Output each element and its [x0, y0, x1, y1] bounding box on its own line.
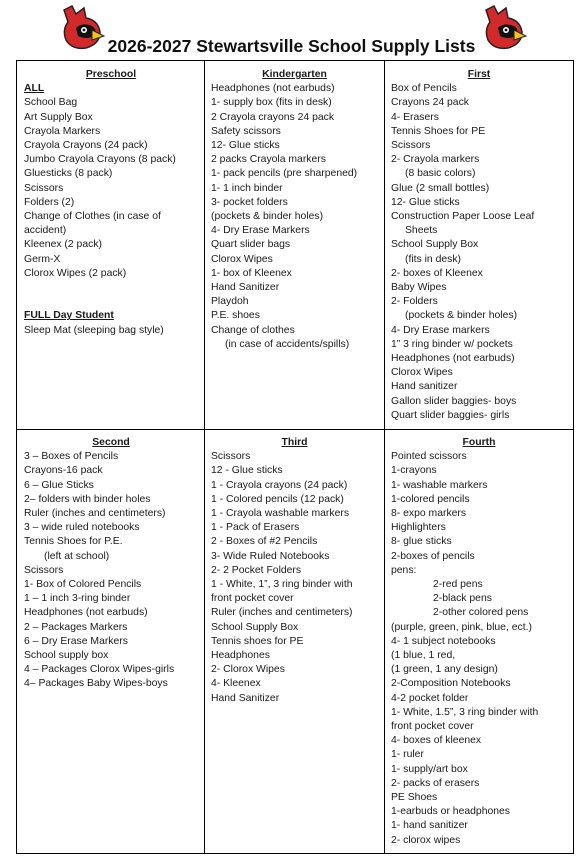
list-item: 3- pocket folders	[211, 196, 288, 208]
list-item: Hand Sanitizer	[211, 692, 280, 704]
list-item: Gluesticks (8 pack)	[24, 168, 113, 180]
list-item: Art Supply Box	[24, 111, 93, 123]
list-item: 4- boxes of kleenex	[391, 735, 482, 747]
list-item: 1- 1 inch binder	[211, 182, 283, 194]
preschool-heading: Preschool	[85, 69, 137, 80]
list-item: Clorox Wipes (2 pack)	[24, 267, 127, 279]
list-item: 1 - Colored pencils (12 pack)	[211, 493, 344, 505]
list-item: 4- Kleenex	[211, 678, 261, 690]
preschool-cell	[17, 61, 204, 429]
list-item: 2- Folders	[391, 296, 438, 308]
list-item: Folders (2)	[24, 196, 75, 208]
list-item: 1- hand sanitizer	[391, 820, 468, 832]
first-list	[391, 82, 567, 423]
list-item: 2- clorox wipes	[391, 834, 461, 846]
list-item: 2- Clorox Wipes	[211, 664, 285, 676]
second-heading: Second	[92, 437, 130, 448]
list-item: Ruler (inches and centimeters)	[24, 508, 166, 520]
list-item: 2-red pens	[433, 579, 483, 591]
list-item: Hand Sanitizer	[211, 282, 280, 294]
list-item: (1 blue, 1 red,	[391, 650, 456, 662]
list-item: (in case of accidents/spills)	[225, 338, 350, 350]
list-item: 1 – 1 inch 3-ring binder	[24, 593, 131, 605]
list-item: School Supply Box	[391, 239, 479, 251]
list-item: Headphones (not earbuds)	[24, 607, 148, 619]
supply-grid	[16, 60, 574, 854]
second-list	[24, 450, 198, 691]
list-item: 4- Erasers	[391, 111, 439, 123]
list-item: 6 – Glue Sticks	[24, 479, 94, 491]
list-item: Crayons 24 pack	[391, 97, 469, 109]
second-cell	[17, 429, 204, 853]
full-day-list	[24, 324, 198, 338]
list-item: Tennis shoes for PE	[211, 635, 304, 647]
list-item: Quart slider bags	[211, 239, 291, 251]
list-item: 2 packs Crayola markers	[211, 154, 326, 166]
list-item: front pocket cover	[211, 593, 294, 605]
list-item: 1-earbuds or headphones	[391, 806, 511, 818]
list-item: Construction Paper Loose Leaf	[391, 211, 535, 223]
list-item: Highlighters	[391, 522, 446, 534]
list-item: Kleenex (2 pack)	[24, 239, 102, 251]
list-item: Scissors	[211, 451, 251, 463]
list-item: 12- Glue sticks	[211, 140, 280, 152]
preschool-all-label: ALL	[24, 83, 45, 95]
list-item: PE Shoes	[391, 792, 438, 804]
full-day-label: FULL Day Student	[24, 310, 114, 322]
list-item: 2 - Boxes of #2 Pencils	[211, 536, 318, 548]
header	[0, 0, 583, 58]
preschool-list	[24, 96, 198, 281]
list-item: 2- boxes of Kleenex	[391, 267, 483, 279]
list-item: Clorox Wipes	[391, 367, 453, 379]
list-item: 2- 2 Pocket Folders	[211, 564, 302, 576]
list-item: Tennis Shoes for P.E.	[24, 536, 123, 548]
list-item: Glue (2 small bottles)	[391, 182, 490, 194]
list-item: Clorox Wipes	[211, 253, 273, 265]
fourth-list	[391, 450, 567, 848]
kindergarten-cell	[204, 61, 384, 429]
list-item: 1-colored pencils	[391, 493, 470, 505]
list-item: (8 basic colors)	[405, 168, 476, 180]
list-item: (pockets & binder holes)	[211, 211, 324, 223]
list-item: Headphones (not earbuds)	[391, 353, 515, 365]
list-item: 1” 3 ring binder w/ pockets	[391, 338, 513, 350]
list-item: 1- supply/art box	[391, 763, 468, 775]
list-item: Scissors	[24, 182, 64, 194]
list-item: 2- packs of erasers	[391, 777, 480, 789]
list-item: Germ-X	[24, 253, 61, 265]
third-list	[211, 450, 378, 706]
list-item: Box of Pencils	[391, 83, 457, 95]
list-item: School supply box	[24, 650, 109, 662]
list-item: pens:	[391, 564, 417, 576]
list-item: Crayons-16 pack	[24, 465, 103, 477]
list-item: School Supply Box	[211, 621, 299, 633]
list-item: 4- 1 subject notebooks	[391, 635, 496, 647]
kindergarten-list	[211, 82, 378, 338]
third-heading: Third	[281, 437, 308, 448]
list-item: 2-other colored pens	[433, 607, 529, 619]
fourth-cell	[384, 429, 573, 853]
list-item: 1- ruler	[391, 749, 424, 761]
list-item: Pointed scissors	[391, 451, 467, 463]
list-item: Hand sanitizer	[391, 381, 458, 393]
kindergarten-heading: Kindergarten	[262, 69, 327, 80]
list-item: 8- glue sticks	[391, 536, 452, 548]
list-item: 1- pack pencils (pre sharpened)	[211, 168, 358, 180]
list-item: 4 – Packages Clorox Wipes-girls	[24, 664, 175, 676]
list-item: Ruler (inches and centimeters)	[211, 607, 353, 619]
list-item: Scissors	[24, 564, 64, 576]
list-item: 2-Composition Notebooks	[391, 678, 511, 690]
list-item: accident)	[24, 225, 67, 237]
page-title: 2026-2027 Stewartsville School Supply Lists	[107, 36, 476, 56]
list-item: 12- Glue sticks	[391, 196, 460, 208]
list-item: 1- supply box (fits in desk)	[211, 97, 332, 109]
list-item: 3- Wide Ruled Notebooks	[211, 550, 330, 562]
list-item: 1- box of Kleenex	[211, 267, 292, 279]
list-item: 2 – Packages Markers	[24, 621, 128, 633]
first-cell	[384, 61, 573, 429]
list-item: 1 - White, 1”, 3 ring binder with	[211, 579, 353, 591]
list-item: 4- Dry Erase Markers	[211, 225, 310, 237]
list-item: (fits in desk)	[405, 253, 462, 265]
list-item: Playdoh	[211, 296, 249, 308]
fourth-heading: Fourth	[462, 437, 496, 448]
list-item: Headphones	[211, 650, 270, 662]
list-item: P.E. shoes	[211, 310, 260, 322]
list-item: front pocket cover	[391, 721, 474, 733]
list-item: (pockets & binder holes)	[405, 310, 518, 322]
list-item: Jumbo Crayola Crayons (8 pack)	[24, 154, 176, 166]
first-heading: First	[467, 69, 491, 80]
list-item: Baby Wipes	[391, 282, 447, 294]
list-item: Quart slider baggies- girls	[391, 409, 510, 421]
third-cell	[204, 429, 384, 853]
list-item: 12 - Glue sticks	[211, 465, 283, 477]
list-item: (1 green, 1 any design)	[391, 664, 498, 676]
list-item: (purple, green, pink, blue, ect.)	[391, 621, 532, 633]
list-item: 1-crayons	[391, 465, 437, 477]
list-item: Scissors	[391, 140, 431, 152]
list-item: Sleep Mat (sleeping bag style)	[24, 324, 164, 336]
list-item: 1- washable markers	[391, 479, 488, 491]
list-item: Tennis Shoes for PE	[391, 125, 486, 137]
list-item: School Bag	[24, 97, 78, 109]
list-item: Safety scissors	[211, 125, 281, 137]
list-item: 4- Dry Erase markers	[391, 324, 490, 336]
list-item: 1- White, 1.5”, 3 ring binder with	[391, 706, 539, 718]
list-item: Crayola Crayons (24 pack)	[24, 140, 148, 152]
list-item: (left at school)	[44, 550, 110, 562]
list-item: 3 – wide ruled notebooks	[24, 522, 140, 534]
list-item: 2-black pens	[433, 593, 492, 605]
list-item: 2 Crayola crayons 24 pack	[211, 111, 335, 123]
list-item: 6 – Dry Erase Markers	[24, 635, 128, 647]
list-item: 2- Crayola markers	[391, 154, 480, 166]
list-item: Gallon slider baggies- boys	[391, 395, 517, 407]
list-item: 2– folders with binder holes	[24, 493, 151, 505]
list-item: Change of clothes	[211, 324, 295, 336]
list-item: 3 – Boxes of Pencils	[24, 451, 119, 463]
list-item: Crayola Markers	[24, 125, 101, 137]
list-item: Headphones (not earbuds)	[211, 83, 335, 95]
list-item: Change of Clothes (in case of	[24, 211, 161, 223]
list-item: 1 - Pack of Erasers	[211, 522, 300, 534]
list-item: Sheets	[405, 225, 438, 237]
list-item: 1 - Crayola crayons (24 pack)	[211, 479, 348, 491]
list-item: 4-2 pocket folder	[391, 692, 469, 704]
list-item: 8- expo markers	[391, 508, 467, 520]
list-item: 4– Packages Baby Wipes-boys	[24, 678, 168, 690]
list-item: 2-boxes of pencils	[391, 550, 475, 562]
list-item: 1 - Crayola washable markers	[211, 508, 350, 520]
list-item: 1- Box of Colored Pencils	[24, 579, 142, 591]
